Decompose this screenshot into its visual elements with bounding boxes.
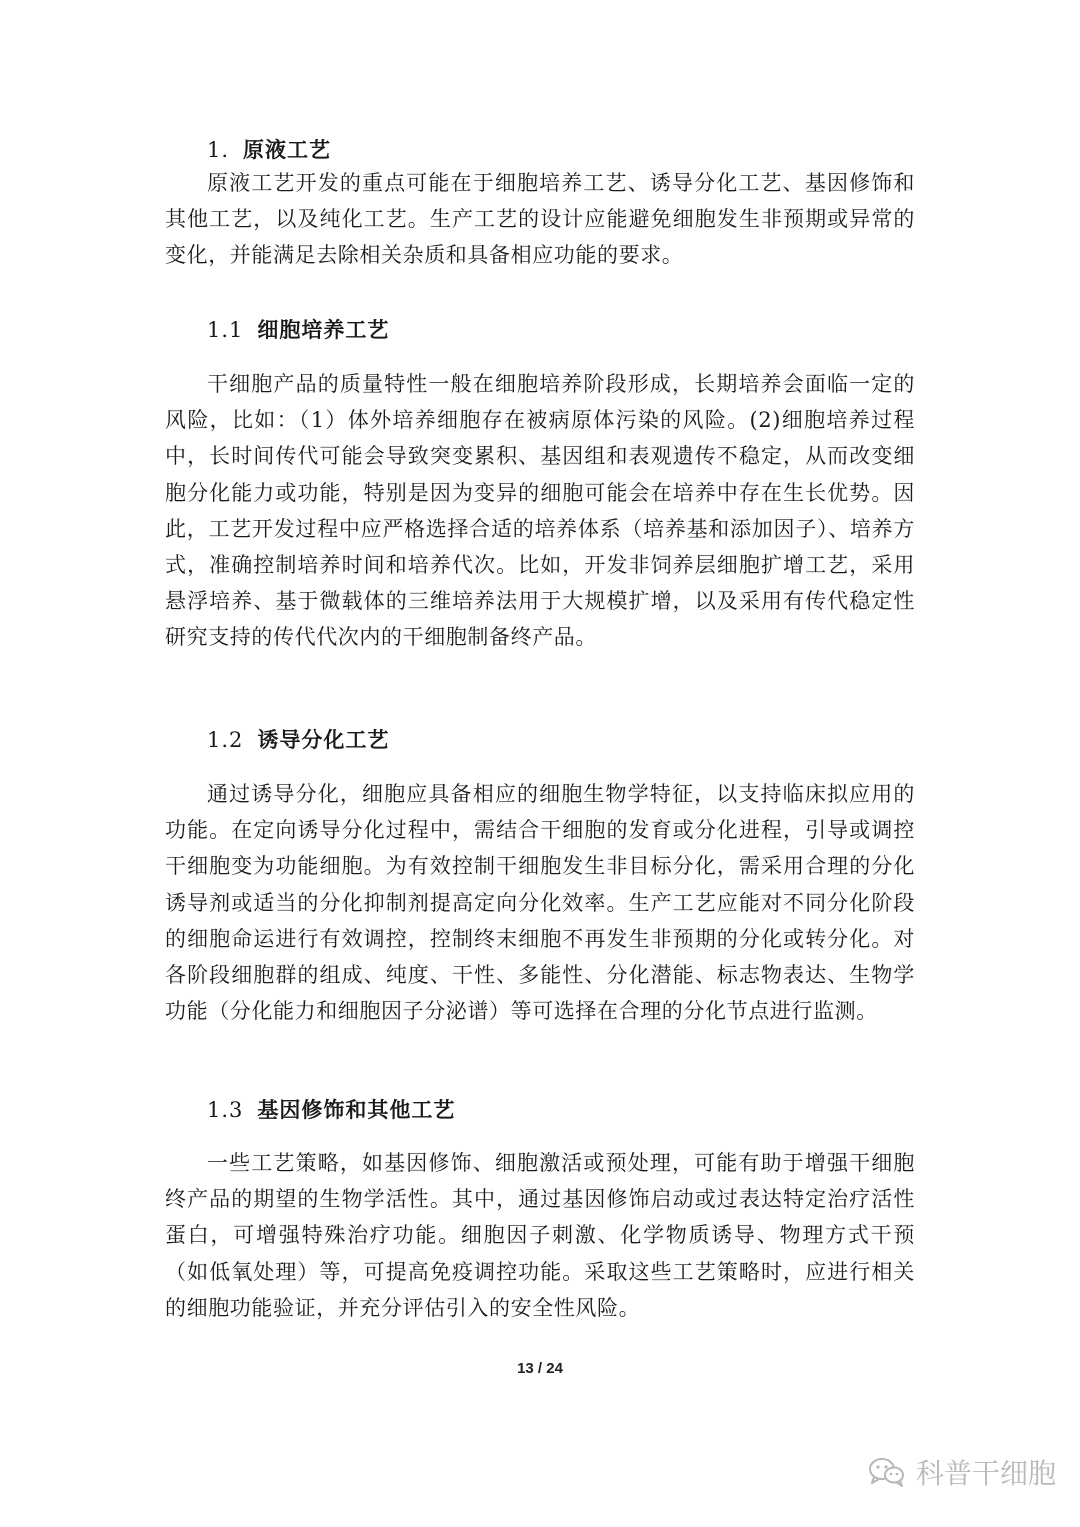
section-number: 1.: [207, 138, 230, 162]
section-number: 1.1: [207, 318, 244, 342]
section-paragraph-1-3: 一些工艺策略，如基因修饰、细胞激活或预处理，可能有助于增强干细胞终产品的期望的生物学活性。其中，通过基因修饰启动或过表达特定治疗活性蛋白，可增强特殊治疗功能。细胞因子刺激、化学物质诱导、物理方式干预（如低氧处理）等，可提高免疫调控功能。采取这些工艺策略时，应进行相关的细胞功能验证，并充分评估引入的安全性风险。: [165, 1151, 915, 1320]
section-heading-1-1: [207, 314, 389, 344]
section-number: 1.2: [207, 728, 244, 752]
section-paragraph-1: 原液工艺开发的重点可能在于细胞培养工艺、诱导分化工艺、基因修饰和其他工艺，以及纯化工艺。生产工艺的设计应能避免细胞发生非预期或异常的变化，并能满足去除相关杂质和具备相应功能的要求。: [165, 171, 915, 268]
page-number: 13 / 24: [517, 1360, 563, 1377]
section-heading-1-2: [207, 724, 389, 754]
section-paragraph-1-2: 通过诱导分化，细胞应具备相应的细胞生物学特征，以支持临床拟应用的功能。在定向诱导分化过程中，需结合干细胞的发育或分化进程，引导或调控干细胞变为功能细胞。为有效控制干细胞发生非目标分化，需采用合理的分化诱导剂或适当的分化抑制剂提高定向分化效率。生产工艺应能对不同分化阶段的细胞命运进行有效调控，控制终末细胞不再发生非预期的分化或转分化。对各阶段细胞群的组成、纯度、干性、多能性、分化潜能、标志物表达、生物学功能（分化能力和细胞因子分泌谱）等可选择在合理的分化节点进行监测。: [165, 782, 915, 1024]
section-number: 1.3: [207, 1098, 244, 1122]
section-title: 细胞培养工艺: [257, 317, 390, 342]
wechat-icon: [868, 1456, 906, 1488]
section-heading-1: [207, 134, 331, 164]
section-title: 基因修饰和其他工艺: [257, 1097, 456, 1122]
section-title: 诱导分化工艺: [257, 727, 390, 752]
watermark-text: 科普干细胞: [916, 1457, 1057, 1490]
section-paragraph-1-1: 干细胞产品的质量特性一般在细胞培养阶段形成，长期培养会面临一定的风险，比如：（1）体外培养细胞存在被病原体污染的风险。(2)细胞培养过程中，长时间传代可能会导致突变累积、基因组和表观遗传不稳定，从而改变细胞分化能力或功能，特别是因为变异的细胞可能会在培养中存在生长优势。因此，工艺开发过程中应严格选择合适的培养体系（培养基和添加因子）、培养方式，准确控制培养时间和培养代次。比如，开发非饲养层细胞扩增工艺，采用悬浮培养、基于微载体的三维培养法用于大规模扩增，以及采用有传代稳定性研究支持的传代代次内的干细胞制备终产品。: [165, 372, 915, 650]
section-heading-1-3: [207, 1094, 455, 1124]
section-title: 原液工艺: [243, 137, 332, 162]
watermark: [868, 1452, 1056, 1492]
